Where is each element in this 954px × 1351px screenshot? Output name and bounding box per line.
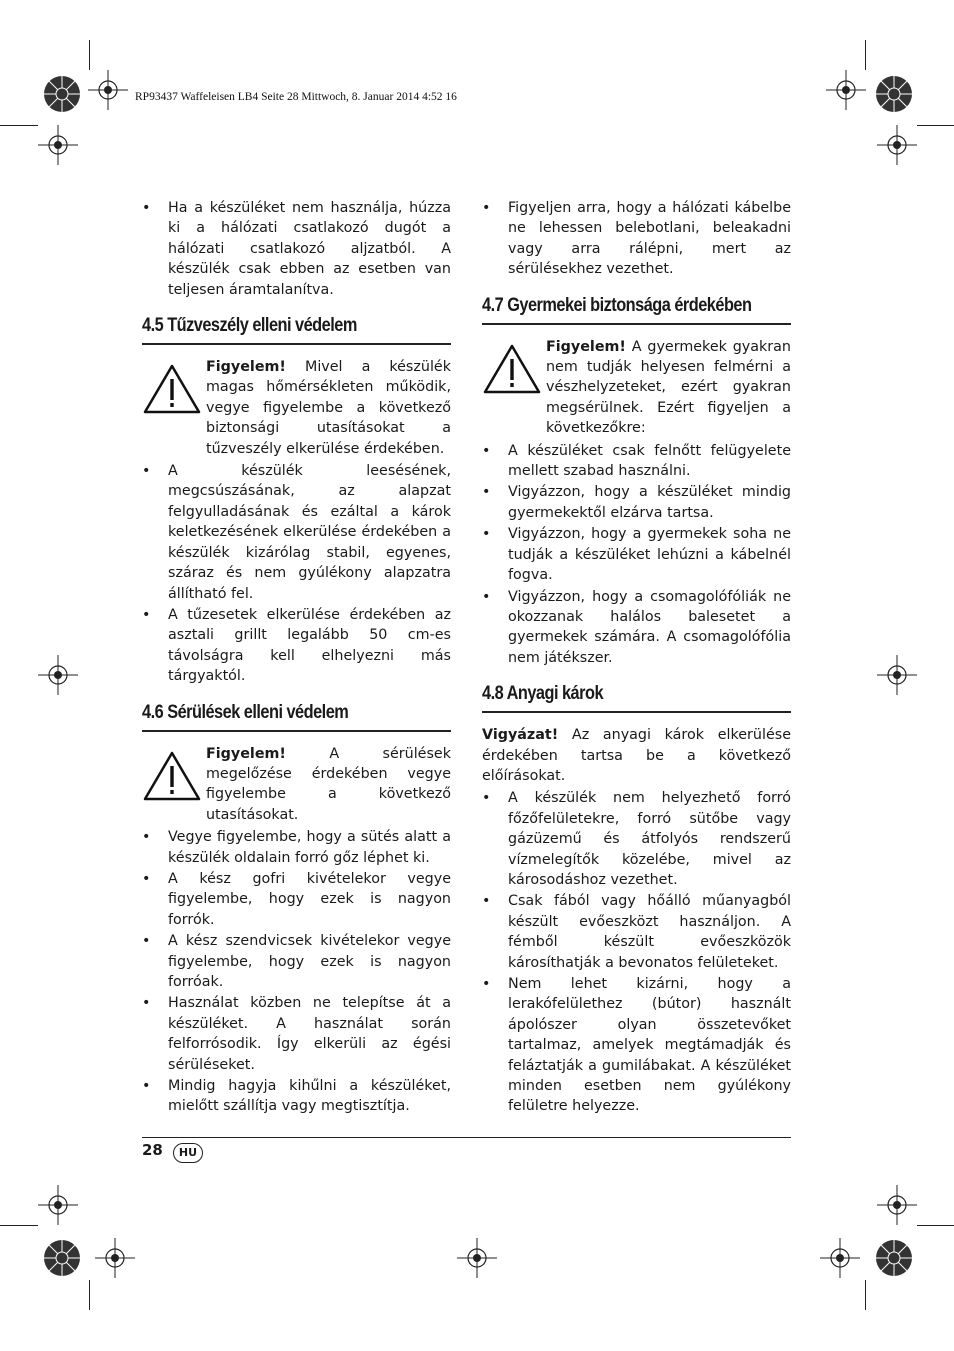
bullet-icon: • — [142, 463, 151, 480]
warning-notice — [142, 744, 451, 826]
bullet-icon: • — [482, 442, 491, 459]
bullet-text: A készülék leesésének, megcsúszásának, az alapzat felgyulladásának és ezáltal a károk keletkezésének elkerülése érdekében a készülék kizárólag stabil, egyenes, száraz és nem gyúlékony alapzatra állítható fel. — [168, 463, 451, 602]
section-title: 4.8 Anyagi károk — [482, 683, 604, 705]
list-item — [482, 524, 791, 585]
caution-label: Vigyázat! — [482, 727, 559, 744]
list-item — [482, 587, 791, 669]
section-heading-4-7 — [482, 294, 791, 325]
crosshair-mark-icon — [38, 125, 78, 165]
warning-text: Mivel a készülék magas hőmérsékleten működik, vegye figyelembe a következő biztonsági utasításokat a tűzveszély elkerülése érdekében. — [206, 359, 451, 457]
crop-line — [0, 1225, 38, 1226]
warning-triangle-icon — [142, 363, 202, 415]
bullet-icon: • — [142, 1078, 151, 1095]
bullet-text: Vigyázzon, hogy a gyermekek soha ne tudják a készüléket lehúzni a kábelnél fogva. — [508, 526, 791, 584]
warning-label: Figyelem! — [206, 359, 286, 376]
bullet-icon: • — [142, 200, 151, 216]
bullet-text: Vegye figyelembe, hogy a sütés alatt a készülék oldalain forró gőz léphet ki. — [168, 829, 451, 866]
crop-line — [865, 1280, 866, 1310]
page-number: 28 — [142, 1141, 163, 1159]
left-column — [142, 198, 451, 1118]
list-item — [482, 788, 791, 890]
list-item — [482, 891, 791, 973]
crop-line — [917, 125, 954, 126]
bullet-icon: • — [482, 588, 491, 605]
section-heading-4-8 — [482, 682, 791, 713]
registration-mark-icon — [40, 1236, 84, 1280]
list-item — [142, 993, 451, 1075]
warning-text: A sérülések megelőzése érdekében vegye figyelembe a következő utasításokat. — [206, 745, 451, 823]
crosshair-mark-icon — [95, 1238, 135, 1278]
warning-label: Figyelem! — [206, 745, 286, 762]
bullet-icon: • — [142, 870, 151, 887]
list-item — [482, 974, 791, 1117]
registration-mark-icon — [40, 72, 84, 116]
bullet-text: Csak fából vagy hőálló műanyagból készült evőeszközt használjon. A fémből készült evőeszközök károsíthatják a bevonatos felületeket. — [508, 893, 791, 971]
bullet-text: A kész gofri kivételekor vegye figyelembe, hogy ezek is nagyon forrók. — [168, 870, 451, 928]
language-badge: HU — [173, 1143, 203, 1163]
section-title: 4.5 Tűzveszély elleni védelem — [142, 315, 357, 337]
bullet-icon: • — [482, 976, 491, 992]
crosshair-mark-icon — [88, 70, 128, 110]
list-item — [482, 482, 791, 523]
bullet-text: Használat közben ne telepítse át a készüléket. A használat során felforrósodik. Így elkerüli az égési sérüléseket. — [168, 995, 451, 1073]
bullet-text: Figyeljen arra, hogy a hálózati kábelbe ne lehessen belebotlani, beleakadni vagy arra rálépni, mert az sérülésekhez vezethet. — [508, 200, 791, 278]
warning-notice — [482, 337, 791, 439]
list-item — [482, 198, 791, 280]
warning-notice — [142, 357, 451, 459]
warning-triangle-icon — [142, 750, 202, 802]
section-title: 4.6 Sérülések elleni védelem — [142, 701, 349, 723]
crosshair-mark-icon — [877, 1185, 917, 1225]
warning-triangle-icon — [482, 343, 542, 395]
bullet-text: Vigyázzon, hogy a készüléket mindig gyermekektől elzárva tartsa. — [508, 484, 791, 521]
bullet-icon: • — [482, 484, 491, 501]
list-item — [142, 869, 451, 930]
crop-line — [89, 40, 90, 70]
list-item — [142, 605, 451, 687]
crop-line — [917, 1225, 954, 1226]
list-item — [142, 1076, 451, 1117]
bullet-text: A tűzesetek elkerülése érdekében az asztali grillt legalább 50 cm-es távolságra kell elhelyezni más tárgyaktól. — [168, 606, 451, 685]
bullet-text: A készülék nem helyezhető forró főzőfelületekre, forró sütőbe vagy gázüzemű és átfolyós rendszerű vízmelegítők közelébe, mivel az károsodáshoz vezethet. — [508, 790, 791, 888]
list-item — [482, 441, 791, 482]
crosshair-mark-icon — [877, 125, 917, 165]
crosshair-mark-icon — [877, 655, 917, 695]
section-heading-4-5 — [142, 314, 451, 345]
crop-line — [0, 125, 38, 126]
print-info-line: RP93437 Waffeleisen LB4 Seite 28 Mittwoch, 8. Januar 2014 4:52 16 — [135, 91, 457, 103]
bullet-text: Nem lehet kizárni, hogy a lerakófelülethez (bútor) használt ápolószer olyan összetevőket tartalmaz, amelyek megtámadják és feláztatják a gumilábakat. A készüléket minden esetben nem gyúlékony felületre helyezze. — [508, 976, 791, 1115]
crosshair-mark-icon — [38, 655, 78, 695]
crosshair-mark-icon — [826, 70, 866, 110]
bullet-text: Mindig hagyja kihűlni a készüléket, mielőtt szállítja vagy megtisztítja. — [168, 1078, 451, 1115]
bullet-icon: • — [142, 995, 151, 1012]
right-column — [482, 198, 791, 1118]
bullet-text: Ha a készüléket nem használja, húzza ki a hálózati csatlakozó dugót a hálózati csatlakozó aljzatból. A készülék csak ebben az esetben van teljesen áramtalanítva. — [168, 200, 451, 298]
registration-mark-icon — [872, 1236, 916, 1280]
footer-divider — [142, 1137, 791, 1138]
crosshair-mark-icon — [820, 1238, 860, 1278]
bullet-text: Vigyázzon, hogy a csomagolófóliák ne okozzanak halálos balesetet a gyermekek számára. A csomagolófólia nem játékszer. — [508, 588, 791, 666]
section-heading-4-6 — [142, 701, 451, 732]
warning-text: A gyermekek gyakran nem tudják helyesen felmérni a vészhelyzeteket, ezért gyakran megsérülnek. Ezért figyeljen a következőkre: — [546, 338, 791, 437]
warning-label: Figyelem! — [546, 338, 626, 355]
crop-line — [89, 1280, 90, 1310]
crosshair-mark-icon — [457, 1238, 497, 1278]
bullet-icon: • — [142, 933, 151, 950]
section-title: 4.7 Gyermekei biztonsága érdekében — [482, 294, 752, 316]
list-item — [142, 827, 451, 868]
caution-paragraph — [482, 725, 791, 786]
registration-mark-icon — [872, 72, 916, 116]
list-item — [142, 461, 451, 604]
bullet-icon: • — [482, 893, 491, 910]
bullet-icon: • — [142, 606, 151, 623]
crop-line — [865, 40, 866, 70]
bullet-icon: • — [482, 790, 491, 807]
crosshair-mark-icon — [38, 1185, 78, 1225]
bullet-text: A kész szendvicsek kivételekor vegye figyelembe, hogy ezek is nagyon forróak. — [168, 933, 451, 990]
bullet-icon: • — [482, 200, 491, 216]
bullet-icon: • — [482, 526, 491, 543]
bullet-icon: • — [142, 829, 151, 846]
list-item — [142, 931, 451, 992]
caution-text: Az anyagi károk elkerülése érdekében tartsa be a következő előírásokat. — [482, 727, 791, 784]
bullet-text: A készüléket csak felnőtt felügyelete mellett szabad használni. — [508, 442, 791, 480]
list-item — [142, 198, 451, 300]
